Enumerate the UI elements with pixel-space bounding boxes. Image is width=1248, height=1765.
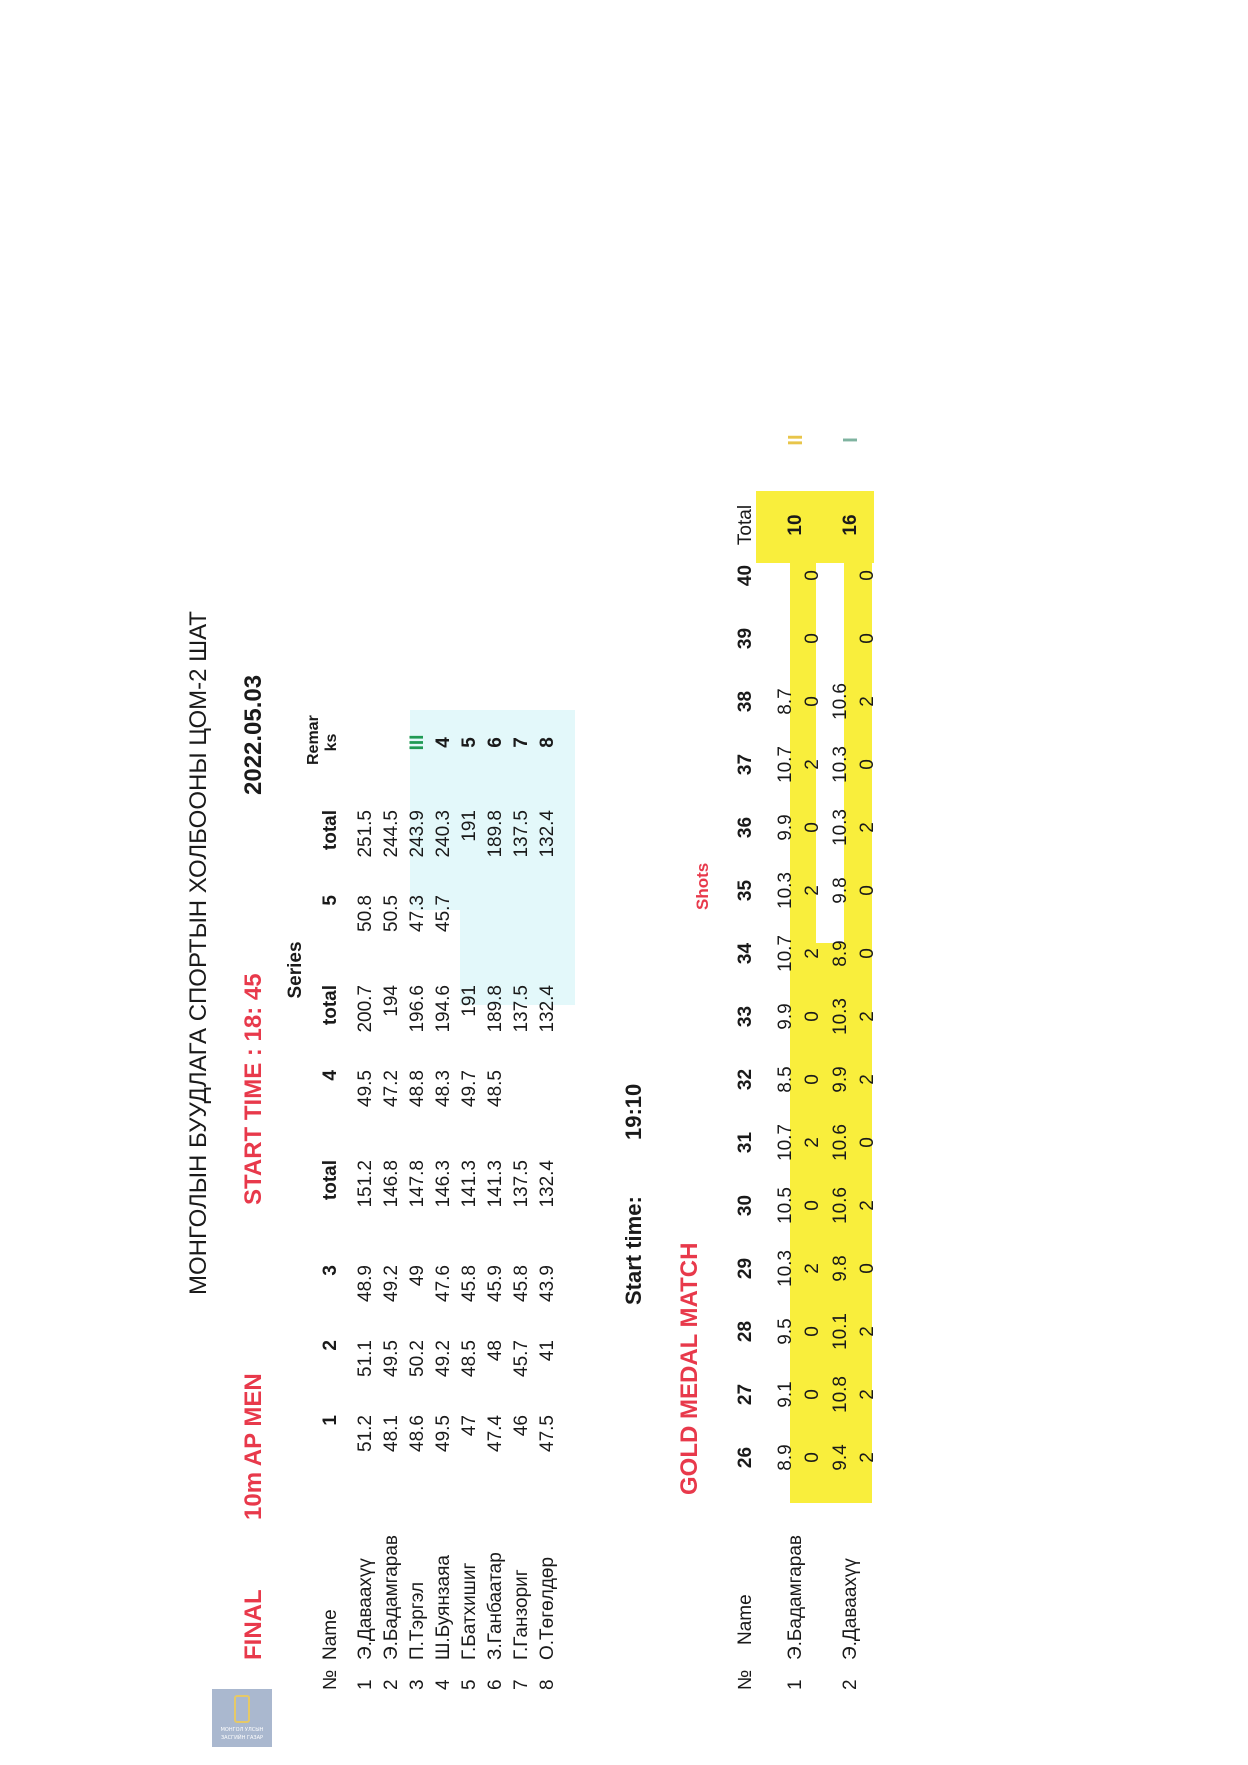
series-4: 49.5 — [355, 1070, 376, 1107]
athlete-name: Э.Бадамгарав — [381, 1535, 402, 1660]
total-5: 243.9 — [407, 810, 428, 858]
shot-score: 10.3 — [775, 1250, 796, 1287]
remark: III — [407, 734, 428, 751]
shot-score: 10.7 — [775, 1124, 796, 1161]
row-number: 8 — [537, 1679, 558, 1690]
gold-header-9: 33 — [735, 1005, 756, 1028]
shot-points: 0 — [802, 696, 823, 707]
total-5: 132.4 — [537, 810, 558, 858]
final-header-4: 3 — [320, 1265, 341, 1276]
gold-row-number: 2 — [840, 1679, 861, 1690]
medal-rank: II — [785, 434, 807, 446]
row-number: 7 — [511, 1679, 532, 1690]
shot-score: 8.5 — [775, 1066, 796, 1093]
medal-rank: I — [840, 437, 862, 443]
shot-points: 2 — [802, 885, 823, 896]
shot-score: 9.9 — [775, 1003, 796, 1030]
shot-points: 0 — [857, 948, 878, 959]
shot-score: 10.3 — [830, 746, 851, 783]
series-1: 48.6 — [407, 1415, 428, 1452]
series-3: 47.6 — [433, 1265, 454, 1302]
event-name: 10m AP MEN — [240, 1373, 267, 1520]
series-3: 49 — [407, 1265, 428, 1287]
series-4: 48.3 — [433, 1070, 454, 1107]
final-header-7: total — [320, 985, 341, 1026]
shot-score: 8.9 — [775, 1444, 796, 1471]
shot-score: 9.5 — [775, 1318, 796, 1345]
match-total: 16 — [840, 514, 861, 536]
gold-header-8: 32 — [735, 1068, 756, 1091]
shot-points: 2 — [857, 822, 878, 833]
shot-points: 0 — [802, 822, 823, 833]
gold-header-0: № — [735, 1669, 756, 1690]
shot-score: 8.7 — [775, 688, 796, 715]
total-3: 146.3 — [433, 1160, 454, 1208]
shot-points: 0 — [857, 1263, 878, 1274]
final-header-0: № — [320, 1669, 341, 1690]
gold-header-12: 36 — [735, 816, 756, 839]
shot-points: 0 — [857, 1137, 878, 1148]
gold-header-4: 28 — [735, 1320, 756, 1343]
series-4: 47.2 — [381, 1070, 402, 1107]
final-header-5: total — [320, 1160, 341, 1201]
athlete-name: Э.Даваахүү — [355, 1558, 376, 1660]
total-3: 137.5 — [511, 1160, 532, 1208]
series-3: 45.9 — [485, 1265, 506, 1302]
total-3: 141.3 — [485, 1160, 506, 1208]
shot-score: 10.6 — [830, 1187, 851, 1224]
series-2: 49.5 — [381, 1340, 402, 1377]
athlete-name: П.Тэргэл — [407, 1581, 428, 1660]
shot-points: 0 — [802, 1389, 823, 1400]
event-type: FINAL — [240, 1589, 267, 1660]
soyombo-icon — [234, 1695, 250, 1723]
total-5: 189.8 — [485, 810, 506, 858]
series-5: 50.8 — [355, 895, 376, 932]
shot-score: 10.3 — [775, 872, 796, 909]
gold-start-value: 19:10 — [621, 1083, 646, 1140]
final-header-3: 2 — [320, 1340, 341, 1351]
document-title: МОНГОЛЫН БУУДЛАГА СПОРТЫН ХОЛБООНЫ ЦОМ-2 ШАТ — [185, 611, 212, 1295]
row-number: 2 — [381, 1679, 402, 1690]
series-1: 47.4 — [485, 1415, 506, 1452]
shot-score: 10.6 — [830, 683, 851, 720]
remark: 8 — [537, 737, 558, 748]
match-total: 10 — [785, 514, 806, 536]
total-4: 191 — [459, 985, 480, 1017]
series-2: 41 — [537, 1340, 558, 1362]
athlete-name: Г.Батхишиг — [459, 1562, 480, 1660]
shot-points: 0 — [857, 570, 878, 581]
series-3: 48.9 — [355, 1265, 376, 1302]
series-5: 45.7 — [433, 895, 454, 932]
series-2: 49.2 — [433, 1340, 454, 1377]
series-3: 43.9 — [537, 1265, 558, 1302]
series-5: 47.3 — [407, 895, 428, 932]
shot-points: 0 — [857, 759, 878, 770]
series-1: 47.5 — [537, 1415, 558, 1452]
shot-score: 10.3 — [830, 998, 851, 1035]
shots-label: Shots — [693, 862, 712, 910]
gold-match-title: GOLD MEDAL MATCH — [676, 1242, 703, 1495]
gold-row-number: 1 — [785, 1679, 806, 1690]
start-time: START TIME : 18: 45 — [240, 973, 267, 1205]
shot-score: 9.8 — [830, 877, 851, 904]
shot-points: 0 — [802, 1074, 823, 1085]
series-1: 48.1 — [381, 1415, 402, 1452]
remark: 5 — [459, 737, 480, 748]
shot-points: 2 — [857, 1074, 878, 1085]
series-1: 47 — [459, 1415, 480, 1437]
shot-points: 0 — [857, 633, 878, 644]
series-3: 45.8 — [459, 1265, 480, 1302]
series-1: 49.5 — [433, 1415, 454, 1452]
series-2: 48 — [485, 1340, 506, 1362]
remark: 4 — [433, 737, 454, 748]
total-4: 137.5 — [511, 985, 532, 1033]
gold-header-16: 40 — [735, 564, 756, 587]
total-3: 147.8 — [407, 1160, 428, 1208]
total-3: 151.2 — [355, 1160, 376, 1208]
shot-points: 2 — [802, 1263, 823, 1274]
gold-athlete-name: Э.Бадамгарав — [785, 1535, 806, 1660]
athlete-name: Ш.Буянзаяа — [433, 1555, 454, 1660]
total-4: 200.7 — [355, 985, 376, 1033]
final-header-9: total — [320, 810, 341, 851]
event-date: 2022.05.03 — [240, 674, 267, 795]
shot-score: 10.3 — [830, 809, 851, 846]
remark: 6 — [485, 737, 506, 748]
final-header-1: Name — [320, 1609, 341, 1660]
series-5: 50.5 — [381, 895, 402, 932]
series-2: 50.2 — [407, 1340, 428, 1377]
final-header-2: 1 — [320, 1415, 341, 1426]
shot-score: 10.7 — [775, 935, 796, 972]
athlete-name: О.Төгөлдөр — [537, 1556, 558, 1660]
shot-points: 2 — [857, 1389, 878, 1400]
series-2: 51.1 — [355, 1340, 376, 1377]
total-5: 240.3 — [433, 810, 454, 858]
total-4: 196.6 — [407, 985, 428, 1033]
row-number: 6 — [485, 1679, 506, 1690]
gold-header-13: 37 — [735, 753, 756, 776]
shot-points: 0 — [802, 633, 823, 644]
series-3: 49.2 — [381, 1265, 402, 1302]
shot-points: 0 — [857, 885, 878, 896]
shot-score: 9.9 — [775, 814, 796, 841]
gold-header-1: Name — [735, 1594, 756, 1645]
government-logo: МОНГОЛ УЛСЫН ЗАСГИЙН ГАЗАР — [212, 1689, 272, 1747]
shot-points: 2 — [857, 1452, 878, 1463]
shot-score: 10.6 — [830, 1124, 851, 1161]
shot-score: 8.9 — [830, 940, 851, 967]
shot-points: 2 — [857, 1011, 878, 1022]
shot-points: 2 — [857, 1326, 878, 1337]
gold-header-3: 27 — [735, 1383, 756, 1406]
shot-points: 0 — [802, 570, 823, 581]
shot-score: 10.1 — [830, 1313, 851, 1350]
gold-header-6: 30 — [735, 1194, 756, 1217]
gold-header-17: Total — [735, 504, 756, 546]
remark: 7 — [511, 737, 532, 748]
shot-points: 2 — [802, 948, 823, 959]
final-header-6: 4 — [320, 1070, 341, 1081]
gold-header-14: 38 — [735, 690, 756, 713]
row-number: 3 — [407, 1679, 428, 1690]
athlete-name: Г.Ганзориг — [511, 1569, 532, 1660]
total-5: 251.5 — [355, 810, 376, 858]
gold-header-7: 31 — [735, 1131, 756, 1154]
series-label: Series — [285, 941, 306, 999]
row-number: 5 — [459, 1679, 480, 1690]
total-4: 132.4 — [537, 985, 558, 1033]
series-1: 46 — [511, 1415, 532, 1437]
gold-start-label: Start time: — [621, 1196, 646, 1305]
row-number: 1 — [355, 1679, 376, 1690]
shot-points: 0 — [802, 1452, 823, 1463]
shot-points: 2 — [802, 1137, 823, 1148]
final-header-10: Remar ks — [305, 715, 340, 765]
total-5: 137.5 — [511, 810, 532, 858]
series-3: 45.8 — [511, 1265, 532, 1302]
total-5: 191 — [459, 810, 480, 842]
athlete-name: З.Ганбаатар — [485, 1552, 506, 1660]
total-4: 194.6 — [433, 985, 454, 1033]
series-1: 51.2 — [355, 1415, 376, 1452]
gold-header-5: 29 — [735, 1257, 756, 1280]
gold-header-10: 34 — [735, 942, 756, 965]
shot-points: 2 — [857, 1200, 878, 1211]
total-5: 244.5 — [381, 810, 402, 858]
series-4: 48.8 — [407, 1070, 428, 1107]
shot-points: 2 — [802, 759, 823, 770]
shot-points: 0 — [802, 1011, 823, 1022]
total-3: 132.4 — [537, 1160, 558, 1208]
total-4: 189.8 — [485, 985, 506, 1033]
total-3: 141.3 — [459, 1160, 480, 1208]
shot-score: 9.1 — [775, 1381, 796, 1408]
row-number: 4 — [433, 1679, 454, 1690]
shot-score: 9.9 — [830, 1066, 851, 1093]
shot-points: 0 — [802, 1326, 823, 1337]
gold-header-2: 26 — [735, 1446, 756, 1469]
shot-score: 9.4 — [830, 1444, 851, 1471]
gold-athlete-name: Э.Даваахүү — [840, 1558, 861, 1660]
shot-points: 0 — [802, 1200, 823, 1211]
shot-score: 10.7 — [775, 746, 796, 783]
total-4: 194 — [381, 985, 402, 1017]
series-2: 48.5 — [459, 1340, 480, 1377]
shot-score: 10.5 — [775, 1187, 796, 1224]
series-4: 48.5 — [485, 1070, 506, 1107]
final-header-8: 5 — [320, 895, 341, 906]
gold-header-15: 39 — [735, 627, 756, 650]
shot-score: 9.8 — [830, 1255, 851, 1282]
total-3: 146.8 — [381, 1160, 402, 1208]
series-4: 49.7 — [459, 1070, 480, 1107]
shot-score: 10.8 — [830, 1376, 851, 1413]
shot-points: 2 — [857, 696, 878, 707]
gold-header-11: 35 — [735, 879, 756, 902]
series-2: 45.7 — [511, 1340, 532, 1377]
